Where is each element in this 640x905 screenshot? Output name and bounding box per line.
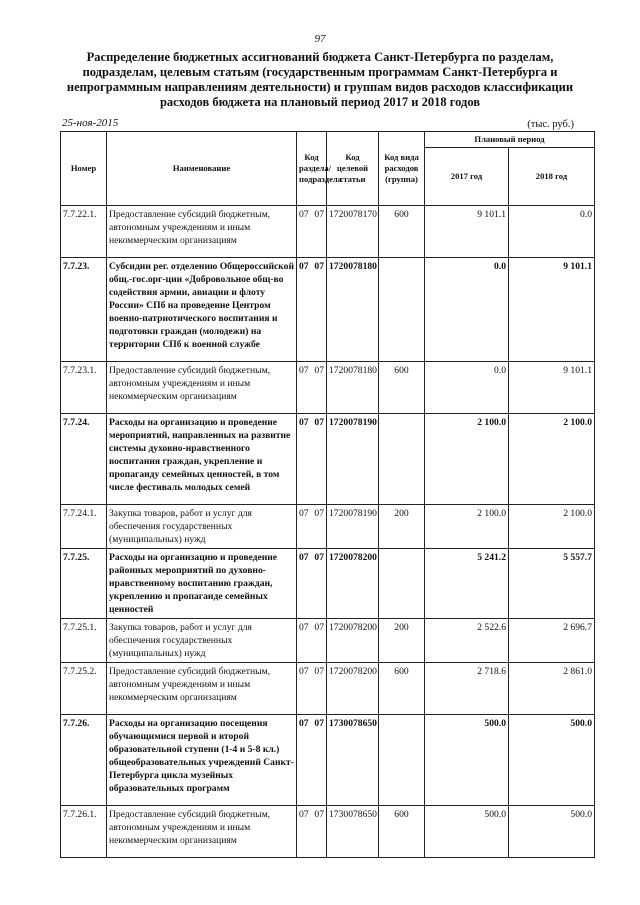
row-name: Предоставление субсидий бюджетным, автономным учреждениям и иным некоммерческим организациям bbox=[107, 362, 297, 414]
row-number: 7.7.24.1. bbox=[61, 505, 107, 549]
row-article: 1720078200 bbox=[327, 549, 379, 619]
row-value-2018: 5 557.7 bbox=[509, 549, 595, 619]
row-value-2017: 5 241.2 bbox=[425, 549, 509, 619]
row-value-2018: 9 101.1 bbox=[509, 258, 595, 362]
row-section-code: 07 bbox=[299, 417, 309, 428]
units-label: (тыс. руб.) bbox=[527, 119, 574, 130]
row-kind bbox=[379, 258, 425, 362]
row-number: 7.7.23. bbox=[61, 258, 107, 362]
row-section-code: 07 bbox=[299, 666, 309, 677]
table-row bbox=[61, 258, 595, 362]
row-article: 1720078180 bbox=[327, 362, 379, 414]
header-section: Код раздела/ подраздела bbox=[297, 132, 327, 206]
row-article: 1720078170 bbox=[327, 206, 379, 258]
document-date: 25-ноя-2015 bbox=[62, 117, 119, 129]
table-row bbox=[61, 663, 595, 715]
row-value-2017: 500.0 bbox=[425, 806, 509, 858]
row-value-2017: 9 101.1 bbox=[425, 206, 509, 258]
row-name: Расходы на организацию и проведение мероприятий, направленных на развитие системы духовно-нравственного воспитания граждан, укрепление и пропаганду семейных ценностей, в том числе фестиваль молодых семей bbox=[107, 414, 297, 505]
row-name: Предоставление субсидий бюджетным, автономным учреждениям и иным некоммерческим организациям bbox=[107, 206, 297, 258]
row-subsection-code: 07 bbox=[314, 552, 324, 563]
row-value-2018: 500.0 bbox=[509, 715, 595, 806]
row-value-2018: 2 696.7 bbox=[509, 619, 595, 663]
row-section bbox=[297, 206, 327, 258]
row-number: 7.7.26. bbox=[61, 715, 107, 806]
row-article: 1730078650 bbox=[327, 806, 379, 858]
row-section-code: 07 bbox=[299, 622, 309, 633]
table-row bbox=[61, 715, 595, 806]
row-name: Предоставление субсидий бюджетным, автономным учреждениям и иным некоммерческим организациям bbox=[107, 663, 297, 715]
row-article: 1720078190 bbox=[327, 505, 379, 549]
header-kind: Код вида расходов (группа) bbox=[379, 132, 425, 206]
row-name: Закупка товаров, работ и услуг для обеспечения государственных (муниципальных) нужд bbox=[107, 505, 297, 549]
row-section bbox=[297, 362, 327, 414]
table-row bbox=[61, 806, 595, 858]
row-number: 7.7.24. bbox=[61, 414, 107, 505]
row-value-2018: 2 861.0 bbox=[509, 663, 595, 715]
row-article: 1730078650 bbox=[327, 715, 379, 806]
row-value-2017: 500.0 bbox=[425, 715, 509, 806]
header-name: Наименование bbox=[107, 132, 297, 206]
row-kind bbox=[379, 715, 425, 806]
row-section-code: 07 bbox=[299, 209, 309, 220]
row-name: Расходы на организацию посещения обучающимися первой и второй образовательной ступени (1-4 и 5-8 кл.) общеобразовательных учреждений Санкт-Петербурга цикла музейных образовательных программ bbox=[107, 715, 297, 806]
row-article: 1720078180 bbox=[327, 258, 379, 362]
row-kind bbox=[379, 549, 425, 619]
row-section bbox=[297, 806, 327, 858]
row-section-code: 07 bbox=[299, 718, 309, 729]
row-section bbox=[297, 258, 327, 362]
row-number: 7.7.25. bbox=[61, 549, 107, 619]
row-section-code: 07 bbox=[299, 508, 309, 519]
row-section-code: 07 bbox=[299, 552, 309, 563]
row-section bbox=[297, 505, 327, 549]
row-value-2018: 2 100.0 bbox=[509, 414, 595, 505]
row-subsection-code: 07 bbox=[314, 508, 324, 519]
row-kind: 600 bbox=[379, 206, 425, 258]
row-section-code: 07 bbox=[299, 261, 309, 272]
table-row bbox=[61, 619, 595, 663]
header-period: Плановый период bbox=[425, 132, 595, 148]
table-row bbox=[61, 505, 595, 549]
row-subsection-code: 07 bbox=[314, 261, 324, 272]
row-value-2017: 0.0 bbox=[425, 258, 509, 362]
row-section-code: 07 bbox=[299, 365, 309, 376]
row-section bbox=[297, 414, 327, 505]
header-2017: 2017 год bbox=[425, 148, 509, 206]
row-kind: 600 bbox=[379, 806, 425, 858]
header-article: Код целевой статьи bbox=[327, 132, 379, 206]
row-value-2018: 0.0 bbox=[509, 206, 595, 258]
row-number: 7.7.25.2. bbox=[61, 663, 107, 715]
row-kind: 200 bbox=[379, 505, 425, 549]
document-title: Распределение бюджетных ассигнований бюджета Санкт-Петербурга по разделам, подразделам, целевым статьям (государственным программам Санкт-Петербурга и непрограммным направлениям деятельности) и группам видов расходов классификации расходов бюджета на плановый период 2017 и 2018 годов bbox=[66, 50, 574, 109]
header-number: Номер bbox=[61, 132, 107, 206]
row-value-2017: 0.0 bbox=[425, 362, 509, 414]
row-article: 1720078190 bbox=[327, 414, 379, 505]
row-value-2017: 2 522.6 bbox=[425, 619, 509, 663]
header-2018: 2018 год bbox=[509, 148, 595, 206]
row-subsection-code: 07 bbox=[314, 417, 324, 428]
row-subsection-code: 07 bbox=[314, 365, 324, 376]
row-number: 7.7.23.1. bbox=[61, 362, 107, 414]
row-subsection-code: 07 bbox=[314, 666, 324, 677]
row-section bbox=[297, 549, 327, 619]
row-value-2017: 2 100.0 bbox=[425, 414, 509, 505]
row-name: Расходы на организацию и проведение районных мероприятий по духовно-нравственному воспитанию граждан, укреплению и пропаганде семейных ценностей bbox=[107, 549, 297, 619]
row-value-2018: 2 100.0 bbox=[509, 505, 595, 549]
row-number: 7.7.26.1. bbox=[61, 806, 107, 858]
table-row bbox=[61, 206, 595, 258]
row-section bbox=[297, 715, 327, 806]
row-subsection-code: 07 bbox=[314, 622, 324, 633]
row-article: 1720078200 bbox=[327, 663, 379, 715]
row-value-2018: 9 101.1 bbox=[509, 362, 595, 414]
row-value-2017: 2 100.0 bbox=[425, 505, 509, 549]
table-row bbox=[61, 362, 595, 414]
row-kind: 200 bbox=[379, 619, 425, 663]
row-kind bbox=[379, 414, 425, 505]
table-row bbox=[61, 414, 595, 505]
row-value-2018: 500.0 bbox=[509, 806, 595, 858]
row-value-2017: 2 718.6 bbox=[425, 663, 509, 715]
row-number: 7.7.22.1. bbox=[61, 206, 107, 258]
row-kind: 600 bbox=[379, 663, 425, 715]
row-subsection-code: 07 bbox=[314, 809, 324, 820]
page-number: 97 bbox=[314, 33, 326, 45]
row-section bbox=[297, 663, 327, 715]
row-subsection-code: 07 bbox=[314, 718, 324, 729]
row-kind: 600 bbox=[379, 362, 425, 414]
row-name: Субсидии рег. отделению Общероссийской общ.-гос.орг-ции «Добровольное общ-во содействия армии, авиации и флоту России» СПб на проведение Центром военно-патриотического воспитания и подготовки граждан (молодежи) на территории СПб к военной службе bbox=[107, 258, 297, 362]
budget-table bbox=[60, 131, 595, 858]
row-name: Закупка товаров, работ и услуг для обеспечения государственных (муниципальных) нужд bbox=[107, 619, 297, 663]
row-number: 7.7.25.1. bbox=[61, 619, 107, 663]
row-section-code: 07 bbox=[299, 809, 309, 820]
row-subsection-code: 07 bbox=[314, 209, 324, 220]
row-section bbox=[297, 619, 327, 663]
row-name: Предоставление субсидий бюджетным, автономным учреждениям и иным некоммерческим организациям bbox=[107, 806, 297, 858]
row-article: 1720078200 bbox=[327, 619, 379, 663]
table-row bbox=[61, 549, 595, 619]
